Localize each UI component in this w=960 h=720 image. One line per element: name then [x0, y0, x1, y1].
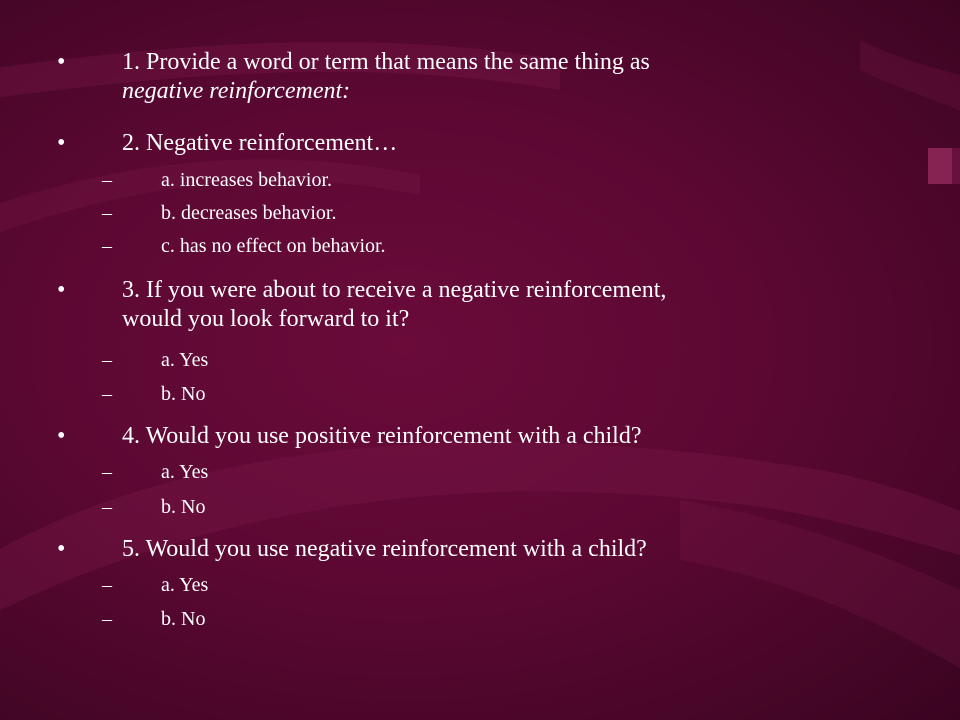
dash-icon: – — [102, 235, 112, 257]
bullet-icon: • — [57, 49, 66, 75]
dash-icon: – — [102, 383, 112, 405]
option-label: a. Yes — [161, 349, 209, 371]
question-1-italic-term: negative reinforcement: — [122, 78, 351, 104]
bullet-icon: • — [57, 423, 66, 449]
question-4-text: 4. Would you use positive reinforcement with a child? — [122, 423, 642, 449]
bullet-icon: • — [57, 277, 66, 303]
question-1-text: 1. Provide a word or term that means the same thing as negative reinforcement: — [122, 49, 650, 104]
option-label: c. has no effect on behavior. — [161, 235, 386, 257]
option-label: a. increases behavior. — [161, 169, 333, 191]
option-label: a. Yes — [161, 574, 209, 596]
question-3-text: 3. If you were about to receive a negative reinforcement, would you look forward to it? — [122, 277, 667, 332]
dash-icon: – — [102, 349, 112, 371]
bullet-icon: • — [57, 536, 66, 562]
option-label: b. No — [161, 383, 206, 405]
question-2-text: 2. Negative reinforcement… — [122, 130, 398, 156]
dash-icon: – — [102, 169, 112, 191]
bullet-icon: • — [57, 130, 66, 156]
option-label: b. No — [161, 608, 206, 630]
question-5-text: 5. Would you use negative reinforcement with a child? — [122, 536, 647, 562]
dash-icon: – — [102, 496, 112, 518]
dash-icon: – — [102, 461, 112, 483]
option-label: b. No — [161, 496, 206, 518]
dash-icon: – — [102, 202, 112, 224]
option-label: b. decreases behavior. — [161, 202, 337, 224]
option-label: a. Yes — [161, 461, 209, 483]
dash-icon: – — [102, 608, 112, 630]
dash-icon: – — [102, 574, 112, 596]
